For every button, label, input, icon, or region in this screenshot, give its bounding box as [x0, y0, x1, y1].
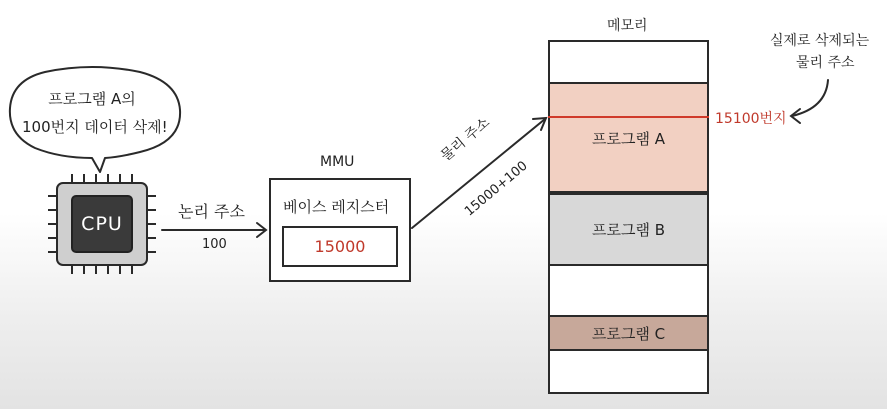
cpu-label: CPU	[71, 195, 133, 253]
program-a-label: 프로그램 A	[592, 130, 665, 148]
program-b-label: 프로그램 B	[591, 221, 666, 239]
memory-title: 메모리	[607, 18, 648, 34]
physical-address-marker-line	[548, 116, 709, 118]
marked-address-label: 15100번지	[715, 111, 787, 127]
bubble-line-2: 100번지 데이터 삭제!	[22, 118, 168, 136]
physical-address-calc: 15000+100	[462, 158, 531, 220]
logical-address-value: 100	[202, 237, 227, 252]
program-c-label: 프로그램 C	[591, 324, 666, 343]
mmu-title: MMU	[320, 154, 355, 170]
base-register-label: 베이스 레지스터	[283, 198, 390, 216]
annotation-line-2: 물리 주소	[796, 55, 855, 71]
physical-address-label: 물리 주소	[437, 114, 494, 165]
memory-segment-program-c	[548, 315, 709, 351]
base-register-value: 15000	[282, 226, 398, 267]
logical-address-arrow	[162, 223, 266, 237]
memory-segment-program-a	[548, 82, 709, 193]
annotation-arrow	[791, 80, 828, 123]
bubble-line-1: 프로그램 A의	[48, 90, 136, 108]
memory-segment-program-b	[548, 193, 709, 266]
logical-address-label: 논리 주소	[178, 202, 245, 221]
annotation-line-1: 실제로 삭제되는	[770, 33, 870, 49]
